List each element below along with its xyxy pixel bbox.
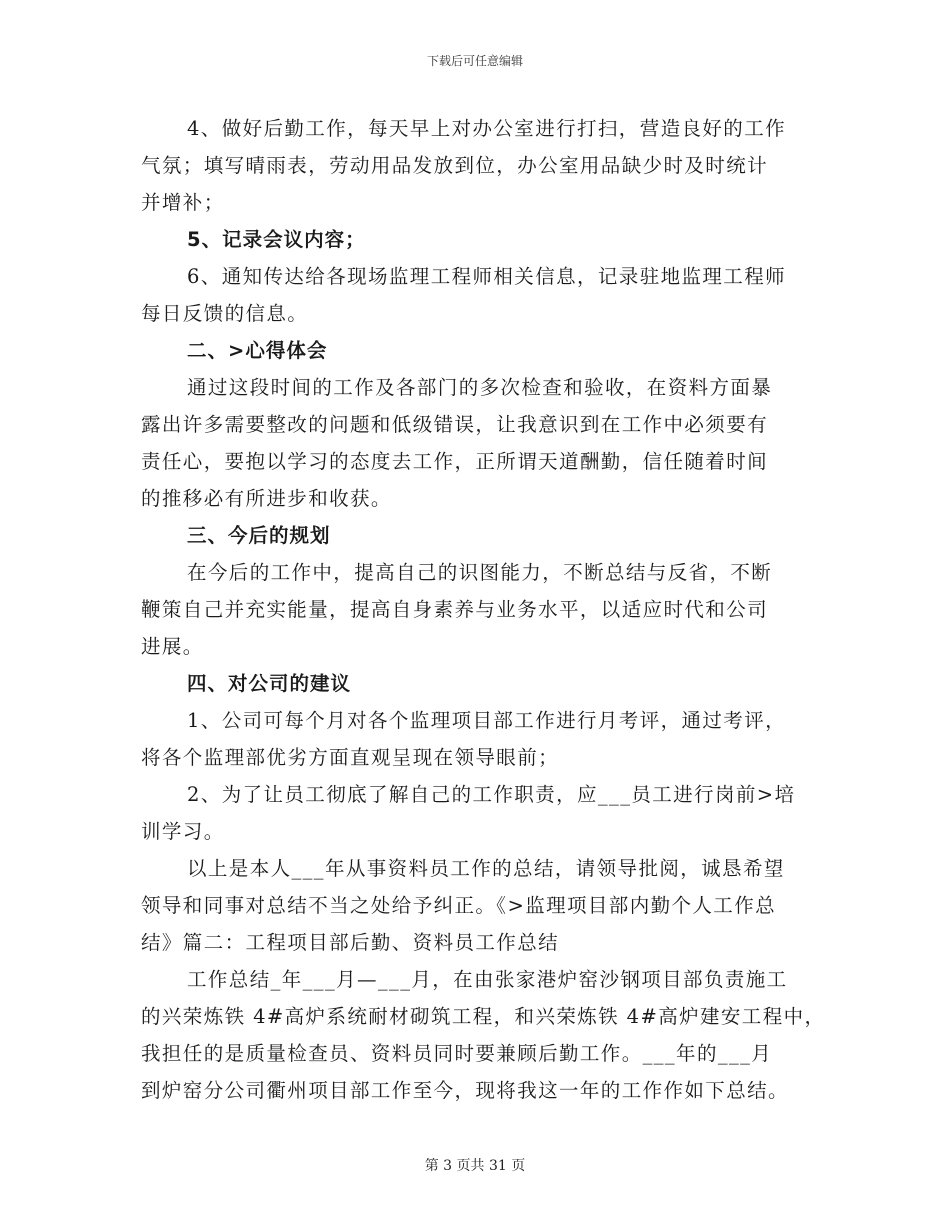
body-text-line: 训学习。 xyxy=(141,820,225,843)
body-text-line: 露出许多需要整改的问题和低级错误，让我意识到在工作中必须要有 xyxy=(141,413,769,436)
section-heading: 5、记录会议内容； xyxy=(187,228,366,251)
body-text-line: 我担任的是质量检查员、资料员同时要兼顾后勤工作。___年的___月 xyxy=(141,1042,773,1065)
body-text-line: 结》篇二：工程项目部后勤、资料员工作总结 xyxy=(141,931,560,954)
body-text-line: 领导和同事对总结不当之处给予纠正。《>监理项目部内勤个人工作总 xyxy=(141,894,776,917)
body-text-line: 工作总结_年___月—___月，在由张家港炉窑沙钢项目部负责施工 xyxy=(187,968,788,991)
body-text-line: 气氛；填写晴雨表，劳动用品发放到位，办公室用品缺少时及时统计 xyxy=(141,154,769,177)
section-heading: 二、>心得体会 xyxy=(187,339,328,362)
body-text-line: 到炉窑分公司衢州项目部工作至今，现将我这一年的工作作如下总结。 xyxy=(141,1079,789,1102)
document-body xyxy=(141,110,826,1109)
page-header: 下载后可任意编辑 xyxy=(426,54,523,68)
body-text-line: 责任心，要抱以学习的态度去工作，正所谓天道酬勤，信任随着时间 xyxy=(141,450,769,473)
body-text-line: 2、为了让员工彻底了解自己的工作职责，应___员工进行岗前>培 xyxy=(187,783,796,806)
page-footer: 第 3 页共 31 页 xyxy=(424,1158,526,1174)
body-text-line: 以上是本人___年从事资料员工作的总结，请领导批阅，诚恳希望 xyxy=(187,857,785,880)
body-text-line: 通过这段时间的工作及各部门的多次检查和验收，在资料方面暴 xyxy=(187,376,773,399)
section-heading: 四、对公司的建议 xyxy=(187,672,352,695)
body-text-line: 6、通知传达给各现场监理工程师相关信息，记录驻地监理工程师 xyxy=(187,265,787,288)
body-text-line: 并增补； xyxy=(141,191,225,214)
body-text-line: 鞭策自己并充实能量，提高自身素养与业务水平，以适应时代和公司 xyxy=(141,598,769,621)
body-text-line: 的推移必有所进步和收获。 xyxy=(141,487,392,510)
body-text-line: 每日反馈的信息。 xyxy=(141,302,309,325)
body-text-line: 在今后的工作中，提高自己的识图能力，不断总结与反省，不断 xyxy=(187,561,773,584)
body-text-line: 进展。 xyxy=(141,635,204,658)
section-heading: 三、今后的规划 xyxy=(187,524,331,547)
body-text-line: 的兴荣炼铁 4#高炉系统耐材砌筑工程，和兴荣炼铁 4#高炉建安工程中， xyxy=(141,1005,826,1028)
body-text-line: 4、做好后勤工作，每天早上对办公室进行打扫，营造良好的工作 xyxy=(187,117,787,140)
body-text-line: 1、公司可每个月对各个监理项目部工作进行月考评，通过考评， xyxy=(187,709,787,732)
body-text-line: 将各个监理部优劣方面直观呈现在领导眼前； xyxy=(141,746,560,769)
